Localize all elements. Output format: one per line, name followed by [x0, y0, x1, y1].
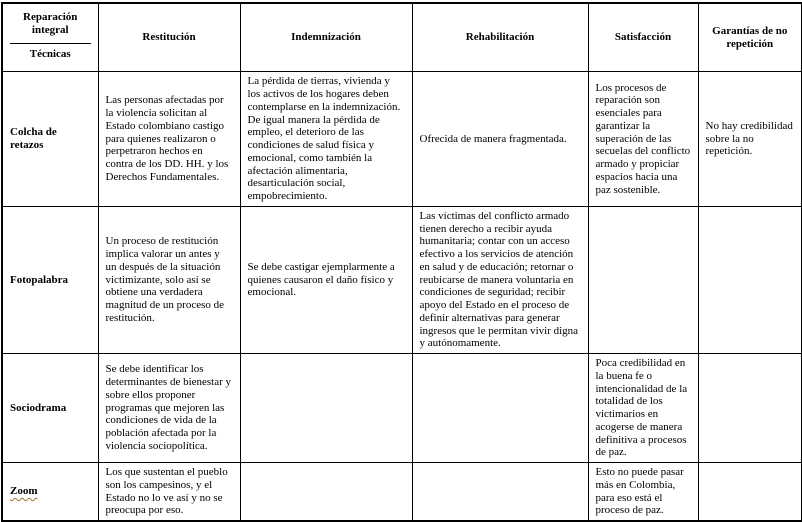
zoom-label-with-spellcheck-underline: Zoom [10, 485, 38, 498]
cell-fotopalabra-satisfaccion [588, 206, 698, 353]
cell-fotopalabra-garantias [698, 206, 802, 353]
cell-colcha-garantias: No hay credibilidad sobre la no repetición. [698, 72, 802, 207]
table-row [2, 72, 802, 207]
reparacion-integral-table [1, 2, 802, 522]
cell-fotopalabra-rehabilitacion: Las víctimas del conflicto armado tienen derecho a recibir ayuda humanitaria; contar con un acceso efectivo a los servicios de atención en salud y de educación; retornar o reubicarse de manera voluntaria en condiciones de seguridad; recibir apoyo del Estado en el proceso de definir alternativas para generar ingresos que le permitan vivir digna y autónomamente. [412, 206, 588, 353]
table-row [2, 354, 802, 463]
cell-sociodrama-garantias [698, 354, 802, 463]
cell-colcha-indemnizacion: La pérdida de tierras, vivienda y los activos de los hogares deben contemplarse en la indemnización. De igual manera la pérdida de empleo, el deterioro de las condiciones de salud física y emocional, como también la afectación alimentaria, desarticulación social, empobrecimiento. [240, 72, 412, 207]
cell-colcha-restitucion: Las personas afectadas por la violencia solicitan al Estado colombiano castigo para quienes realizaron o perpetraron hechos en contra de los DD. HH. y los Derechos Fundamentales. [98, 72, 240, 207]
cell-zoom-satisfaccion: Esto no puede pasar más en Colombia, para eso está el proceso de paz. [588, 463, 698, 522]
column-header-rehabilitacion: Rehabilitación [412, 3, 588, 72]
cell-zoom-indemnizacion [240, 463, 412, 522]
column-header-indemnizacion: Indemnización [240, 3, 412, 72]
corner-bottom-label: Técnicas [29, 47, 71, 60]
cell-colcha-rehabilitacion: Ofrecida de manera fragmentada. [412, 72, 588, 207]
cell-zoom-rehabilitacion [412, 463, 588, 522]
technique-label-colcha-de-retazos: Colcha de retazos [2, 72, 98, 207]
cell-zoom-restitucion: Los que sustentan el pueblo son los campesinos, y el Estado no lo ve así y no se preocupa por eso. [98, 463, 240, 522]
table-row [2, 206, 802, 353]
cell-sociodrama-indemnizacion [240, 354, 412, 463]
cell-fotopalabra-indemnizacion: Se debe castigar ejemplarmente a quienes causaron el daño físico y emocional. [240, 206, 412, 353]
table-row [2, 463, 802, 522]
cell-colcha-satisfaccion: Los procesos de reparación son esenciales para garantizar la superación de las secuelas del conflicto armado y propiciar espacios hacia una paz sostenible. [588, 72, 698, 207]
cell-zoom-garantias [698, 463, 802, 522]
technique-label-zoom [2, 463, 98, 522]
column-header-garantias: Garantías de no repetición [698, 3, 802, 72]
cell-sociodrama-satisfaccion: Poca credibilidad en la buena fe o intencionalidad de la totalidad de los victimarios en acogerse de manera definitiva a procesos de paz. [588, 354, 698, 463]
cell-sociodrama-rehabilitacion [412, 354, 588, 463]
technique-label-sociodrama: Sociodrama [2, 354, 98, 463]
column-header-satisfaccion: Satisfacción [588, 3, 698, 72]
column-header-restitucion: Restitución [98, 3, 240, 72]
corner-header-cell [2, 3, 98, 72]
header-row [2, 3, 802, 72]
corner-top-label: Reparación integral [10, 7, 91, 44]
cell-fotopalabra-restitucion: Un proceso de restitución implica valorar un antes y un después de la situación victimizante, solo así se obtiene una verdadera magnitud de un proceso de restitución. [98, 206, 240, 353]
cell-sociodrama-restitucion: Se debe identificar los determinantes de bienestar y sobre ellos proponer programas que mejoren las condiciones de vida de la población afectada por la violencia sociopolítica. [98, 354, 240, 463]
technique-label-fotopalabra: Fotopalabra [2, 206, 98, 353]
